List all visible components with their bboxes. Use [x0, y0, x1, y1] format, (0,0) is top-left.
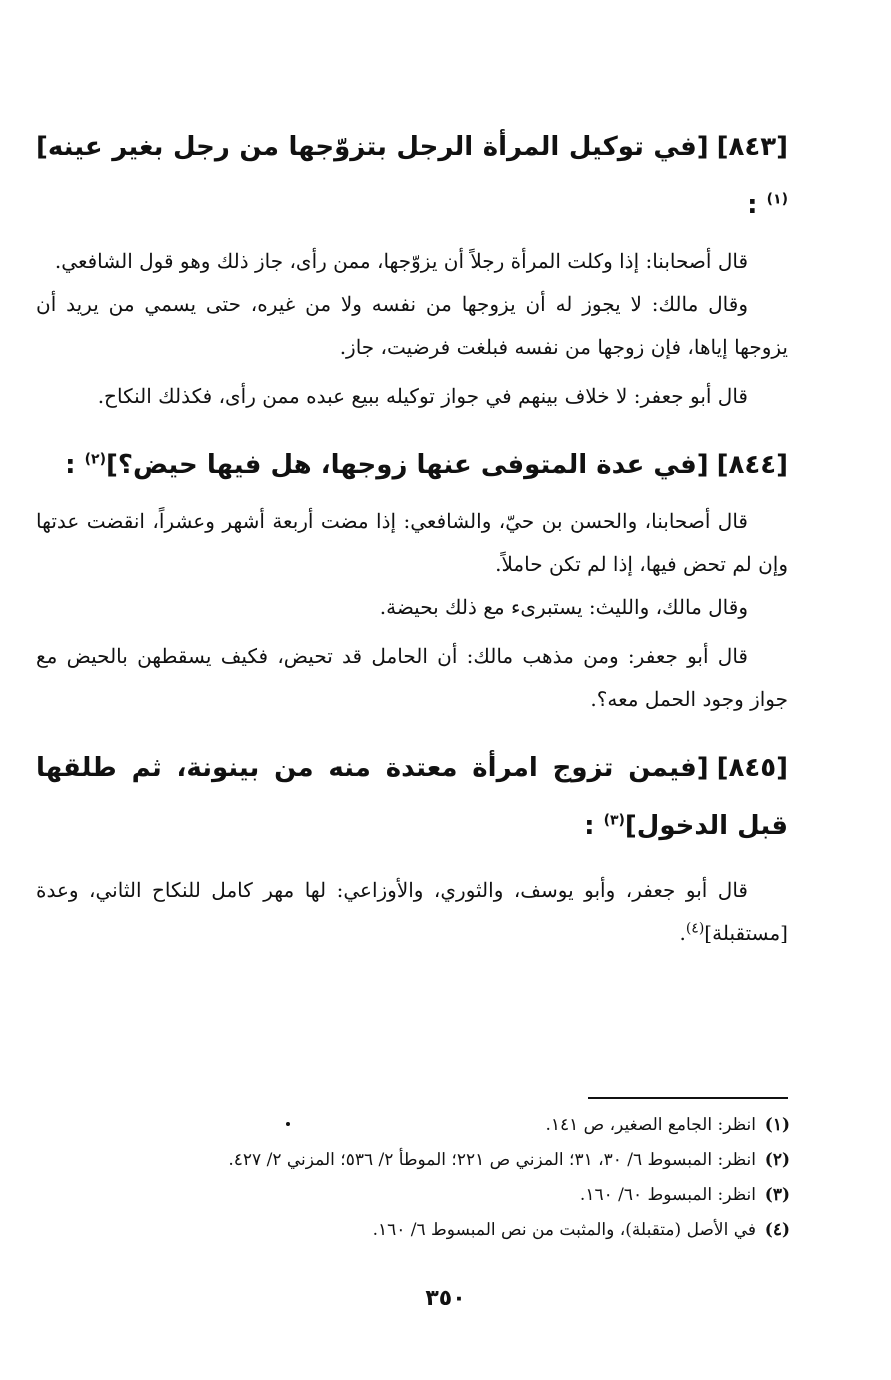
- footnote: (٤)في الأصل (متقبلة)، والمثبت من نص المبسوط ٦/ ١٦٠.: [372, 1220, 790, 1240]
- footnote-ref[interactable]: (١): [766, 191, 788, 208]
- footnote: (١)انظر: الجامع الصغير، ص ١٤١.: [545, 1115, 790, 1135]
- section-number: [٨٤٤]: [716, 450, 788, 480]
- section-heading-845: [٨٤٥][فيمن تزوج امرأة معتدة منه من بينونة، ثم طلقها قبل الدخول]$^{(٣)}$ :: [36, 753, 788, 841]
- section-number: [٨٤٥]: [716, 753, 788, 783]
- paragraph: قال أبو جعفر، وأبو يوسف، والثوري، والأوزاعي: لها مهر كامل للنكاح الثاني، وعدة [مستقبلة]$^{(٤)}$.: [36, 878, 788, 945]
- section-heading-844: [٨٤٤][في عدة المتوفى عنها زوجها، هل فيها حيض؟]$^{(٢)}$ :: [65, 450, 788, 480]
- page-body: [36, 118, 788, 955]
- section-title: [في توكيل المرأة الرجل بتزوّجها من رجل بغير عينه]: [36, 132, 709, 162]
- footnotes: [70, 1108, 790, 1248]
- section-title: [فيمن تزوج امرأة معتدة منه من بينونة، ثم طلقها قبل الدخول]: [36, 753, 788, 841]
- paragraph: قال أصحابنا، والحسن بن حيّ، والشافعي: إذا مضت أربعة أشهر وعشراً، انقضت عدتها وإن لم تحض فيها، إذا لم تكن حاملاً.: [36, 509, 788, 576]
- paragraph: قال أبو جعفر: لا خلاف بينهم في جواز توكيله ببيع عبده ممن رأى، فكذلك النكاح.: [97, 384, 748, 408]
- paragraph: قال أصحابنا: إذا وكلت المرأة رجلاً أن يزوّجها، ممن رأى، جاز ذلك وهو قول الشافعي.: [54, 249, 748, 273]
- section-heading-843: [٨٤٣][في توكيل المرأة الرجل بتزوّجها من رجل بغير عينه]$^{(١)}$ :: [36, 132, 788, 220]
- footnote-ref[interactable]: (٢): [84, 451, 106, 468]
- paragraph: قال أبو جعفر: ومن مذهب مالك: أن الحامل قد تحيض، فكيف يسقطهن بالحيض مع جواز وجود الحمل معه؟.: [36, 644, 788, 711]
- section-number: [٨٤٣]: [716, 132, 788, 162]
- section-title: [في عدة المتوفى عنها زوجها، هل فيها حيض؟]: [106, 450, 709, 480]
- paragraph: وقال مالك: لا يجوز له أن يزوجها من نفسه ولا من غيره، حتى يسمي من يريد أن يزوجها إياها، فإن زوجها من نفسه فبلغت فرضيت، جاز.: [36, 292, 788, 359]
- paragraph: وقال مالك، والليث: يستبرىء مع ذلك بحيضة.: [379, 595, 748, 619]
- footnote-divider: [588, 1097, 788, 1099]
- footnote: (٢)انظر: المبسوط ٦/ ٣٠، ٣١؛ المزني ص ٢٢١؛ الموطأ ٢/ ٥٣٦؛ المزني ٢/ ٤٢٧.: [228, 1150, 790, 1170]
- page-number: ٣٥٠: [425, 1286, 466, 1311]
- footnote-ref[interactable]: (٤): [685, 920, 705, 937]
- footnote: (٣)انظر: المبسوط ٦٠/ ١٦٠.: [579, 1185, 790, 1205]
- footnote-ref[interactable]: (٣): [603, 812, 625, 829]
